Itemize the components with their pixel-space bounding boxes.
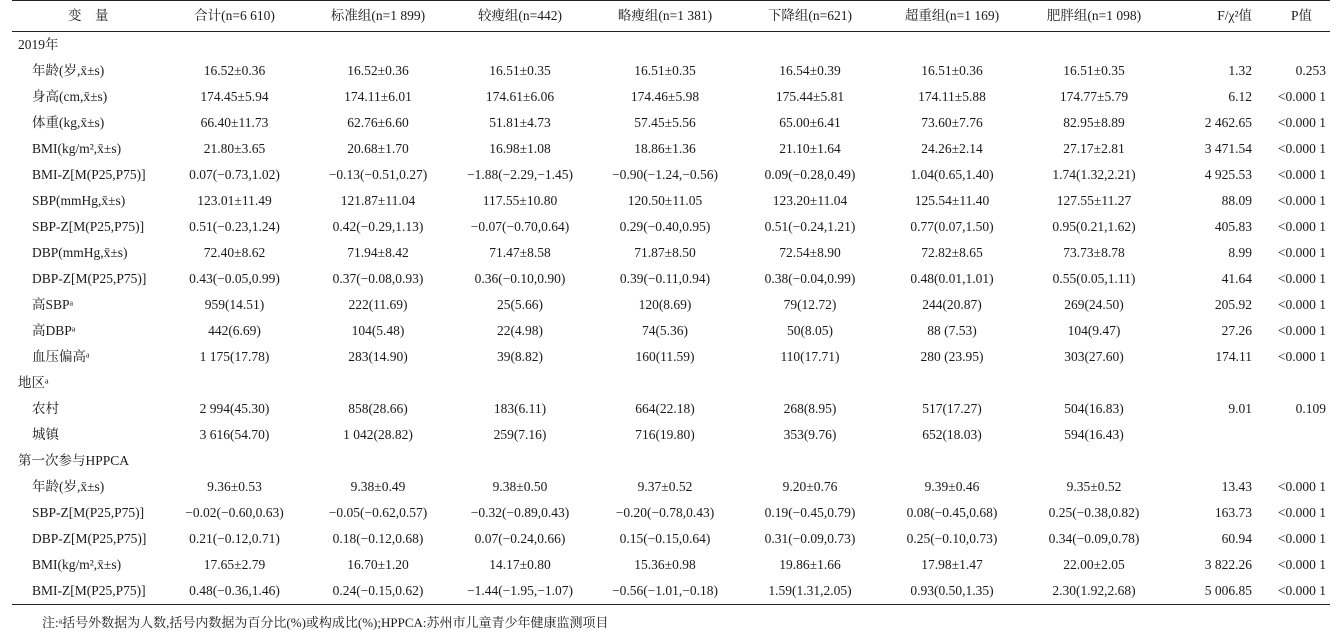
column-header: 标准组(n=1 899) bbox=[330, 8, 426, 23]
table-cell: 959(14.51) bbox=[204, 297, 265, 312]
table-cell: 16.70±1.20 bbox=[347, 557, 409, 572]
table-cell: 160(11.59) bbox=[635, 349, 695, 364]
table-cell: 3 822.26 bbox=[1204, 557, 1252, 572]
table-cell: 72.54±8.90 bbox=[779, 245, 841, 260]
table-cell: −0.90(−1.24,−0.56) bbox=[611, 167, 719, 182]
table-cell: 24.26±2.14 bbox=[921, 141, 983, 156]
row-label: BMI(kg/m²,x̄±s) bbox=[32, 557, 122, 572]
row-label: SBP(mmHg,x̄±s) bbox=[32, 193, 126, 208]
table-cell: 174.46±5.98 bbox=[630, 89, 700, 104]
table-cell: 2 994(45.30) bbox=[199, 401, 270, 416]
table-row bbox=[12, 188, 1330, 214]
table-cell: 20.68±1.70 bbox=[347, 141, 409, 156]
row-label: 年龄(岁,x̄±s) bbox=[32, 479, 105, 494]
table-cell: 1 175(17.78) bbox=[199, 349, 270, 364]
table-cell: 16.52±0.36 bbox=[203, 63, 266, 78]
table-cell: 175.44±5.81 bbox=[775, 89, 845, 104]
header-row bbox=[12, 1, 1330, 32]
section-row bbox=[12, 370, 1330, 396]
table-row bbox=[12, 266, 1330, 292]
table-cell: 9.38±0.49 bbox=[350, 479, 406, 494]
table-cell: 1.74(1.32,2.21) bbox=[1052, 167, 1136, 182]
table-cell: 117.55±10.80 bbox=[482, 193, 558, 208]
table-footnote: 注:ᵃ括号外数据为人数,括号内数据为百分比(%)或构成比(%);HPPCA:苏州市儿童青少年健康监测项目 bbox=[42, 615, 609, 630]
table-cell: 504(16.83) bbox=[1064, 401, 1124, 416]
table-cell: 0.48(0.01,1.01) bbox=[910, 271, 994, 286]
table-cell: 127.55±11.27 bbox=[1056, 193, 1132, 208]
row-label: 血压偏高ᵃ bbox=[32, 349, 90, 364]
table-cell: −1.44(−1.95,−1.07) bbox=[466, 583, 574, 598]
row-label: SBP-Z[M(P25,P75)] bbox=[32, 505, 145, 520]
table-cell: 0.109 bbox=[1295, 401, 1326, 416]
table-cell: 0.09(−0.28,0.49) bbox=[764, 167, 856, 182]
table-cell: 16.51±0.35 bbox=[489, 63, 551, 78]
table-cell: 88.09 bbox=[1221, 193, 1252, 208]
table-cell: 205.92 bbox=[1214, 297, 1252, 312]
row-label: 高DBPᵃ bbox=[32, 323, 76, 338]
table-cell: 0.08(−0.45,0.68) bbox=[906, 505, 998, 520]
table-cell: <0.000 1 bbox=[1277, 505, 1326, 520]
table-cell: 0.25(−0.10,0.73) bbox=[906, 531, 998, 546]
table-cell: 0.38(−0.04,0.99) bbox=[764, 271, 856, 286]
table-cell: 65.00±6.41 bbox=[779, 115, 841, 130]
table-cell: <0.000 1 bbox=[1277, 141, 1326, 156]
row-label: DBP(mmHg,x̄±s) bbox=[32, 245, 128, 260]
table-row bbox=[12, 578, 1330, 605]
table-cell: <0.000 1 bbox=[1277, 89, 1326, 104]
table-cell: −0.02(−0.60,0.63) bbox=[185, 505, 284, 520]
table-cell: 0.48(−0.36,1.46) bbox=[189, 583, 280, 598]
table-cell: 664(22.18) bbox=[635, 401, 695, 416]
table-cell: 0.07(−0.24,0.66) bbox=[474, 531, 566, 546]
table-cell: 51.81±4.73 bbox=[489, 115, 551, 130]
table-row bbox=[12, 162, 1330, 188]
table-cell: 0.37(−0.08,0.93) bbox=[332, 271, 424, 286]
table-cell: 1.59(1.31,2.05) bbox=[768, 583, 852, 598]
table-cell: 72.40±8.62 bbox=[203, 245, 266, 260]
table-cell: 268(8.95) bbox=[783, 401, 837, 416]
table-cell: 25(5.66) bbox=[496, 297, 544, 312]
table-cell: 74(5.36) bbox=[641, 323, 689, 338]
table-cell bbox=[1260, 422, 1330, 448]
table-cell: 5 006.85 bbox=[1204, 583, 1252, 598]
row-label: 年龄(岁,x̄±s) bbox=[32, 63, 105, 78]
row-label: BMI-Z[M(P25,P75)] bbox=[32, 583, 146, 598]
table-cell: 71.94±8.42 bbox=[347, 245, 409, 260]
table-cell: 0.51(−0.24,1.21) bbox=[764, 219, 856, 234]
table-cell: 163.73 bbox=[1214, 505, 1252, 520]
section-label: 地区ᵃ bbox=[18, 375, 49, 390]
row-label: DBP-Z[M(P25,P75)] bbox=[32, 271, 147, 286]
table-cell: 0.29(−0.40,0.95) bbox=[619, 219, 711, 234]
table-cell: <0.000 1 bbox=[1277, 245, 1326, 260]
table-cell: 0.43(−0.05,0.99) bbox=[189, 271, 280, 286]
table-cell: 405.83 bbox=[1214, 219, 1252, 234]
table-cell: <0.000 1 bbox=[1277, 349, 1326, 364]
table-cell: 9.37±0.52 bbox=[637, 479, 693, 494]
table-cell: 21.10±1.64 bbox=[779, 141, 841, 156]
table-cell: 0.95(0.21,1.62) bbox=[1052, 219, 1136, 234]
table-cell: 2 462.65 bbox=[1204, 115, 1252, 130]
table-cell: 120(8.69) bbox=[638, 297, 692, 312]
table-cell: 18.86±1.36 bbox=[634, 141, 696, 156]
table-cell: 9.38±0.50 bbox=[492, 479, 548, 494]
table-cell: 9.35±0.52 bbox=[1066, 479, 1122, 494]
table-cell: 594(16.43) bbox=[1064, 427, 1124, 442]
table-cell: 16.51±0.35 bbox=[634, 63, 696, 78]
table-cell: 17.98±1.47 bbox=[921, 557, 983, 572]
table-cell: 60.94 bbox=[1221, 531, 1252, 546]
table-cell: 71.87±8.50 bbox=[634, 245, 696, 260]
table-cell: 0.55(0.05,1.11) bbox=[1052, 271, 1136, 286]
table-cell: 283(14.90) bbox=[348, 349, 408, 364]
table-cell: 0.93(0.50,1.35) bbox=[910, 583, 994, 598]
table-cell: 16.51±0.36 bbox=[921, 63, 983, 78]
table-cell: 0.24(−0.15,0.62) bbox=[332, 583, 424, 598]
table-cell: 0.07(−0.73,1.02) bbox=[189, 167, 280, 182]
table-row bbox=[12, 292, 1330, 318]
table-cell: 0.51(−0.23,1.24) bbox=[189, 219, 280, 234]
table-row bbox=[12, 526, 1330, 552]
table-cell: <0.000 1 bbox=[1277, 531, 1326, 546]
table-cell: 858(28.66) bbox=[348, 401, 408, 416]
table-cell: 21.80±3.65 bbox=[203, 141, 266, 156]
table-cell: 0.18(−0.12,0.68) bbox=[332, 531, 424, 546]
table-container bbox=[12, 0, 1330, 605]
table-cell: 0.77(0.07,1.50) bbox=[910, 219, 994, 234]
table-row bbox=[12, 240, 1330, 266]
table-row bbox=[12, 344, 1330, 370]
data-table bbox=[12, 0, 1330, 605]
table-cell: 79(12.72) bbox=[783, 297, 837, 312]
table-cell: 39(8.82) bbox=[496, 349, 544, 364]
table-cell: 123.20±11.04 bbox=[772, 193, 848, 208]
table-cell: 0.39(−0.11,0.94) bbox=[619, 271, 711, 286]
row-label: 身高(cm,x̄±s) bbox=[32, 89, 108, 104]
table-cell: 0.34(−0.09,0.78) bbox=[1048, 531, 1140, 546]
section-label: 2019年 bbox=[18, 37, 59, 52]
table-cell: 27.26 bbox=[1221, 323, 1252, 338]
column-header: 合计(n=6 610) bbox=[194, 8, 275, 23]
table-cell: 19.86±1.66 bbox=[779, 557, 841, 572]
table-cell: 17.65±2.79 bbox=[203, 557, 266, 572]
table-row bbox=[12, 552, 1330, 578]
table-cell: 3 471.54 bbox=[1204, 141, 1252, 156]
table-row bbox=[12, 84, 1330, 110]
row-label: BMI-Z[M(P25,P75)] bbox=[32, 167, 146, 182]
table-cell: 41.64 bbox=[1221, 271, 1252, 286]
table-cell: <0.000 1 bbox=[1277, 297, 1326, 312]
table-cell: −1.88(−2.29,−1.45) bbox=[466, 167, 574, 182]
row-label: 农村 bbox=[32, 401, 59, 416]
table-cell: <0.000 1 bbox=[1277, 479, 1326, 494]
table-cell: 0.21(−0.12,0.71) bbox=[189, 531, 280, 546]
table-cell: 27.17±2.81 bbox=[1063, 141, 1125, 156]
table-cell: −0.20(−0.78,0.43) bbox=[615, 505, 715, 520]
table-cell: 16.51±0.35 bbox=[1063, 63, 1125, 78]
table-cell: <0.000 1 bbox=[1277, 219, 1326, 234]
table-row bbox=[12, 214, 1330, 240]
table-cell: 16.98±1.08 bbox=[489, 141, 551, 156]
row-label: DBP-Z[M(P25,P75)] bbox=[32, 531, 147, 546]
table-cell: <0.000 1 bbox=[1277, 167, 1326, 182]
section-row bbox=[12, 448, 1330, 474]
table-row bbox=[12, 318, 1330, 344]
table-cell: 1.32 bbox=[1228, 63, 1252, 78]
table-cell: 183(6.11) bbox=[493, 401, 547, 416]
table-cell: <0.000 1 bbox=[1277, 583, 1326, 598]
table-cell: <0.000 1 bbox=[1277, 193, 1326, 208]
table-cell: 269(24.50) bbox=[1064, 297, 1124, 312]
table-cell: 6.12 bbox=[1228, 89, 1252, 104]
table-cell: −0.32(−0.89,0.43) bbox=[470, 505, 570, 520]
table-cell: 0.15(−0.15,0.64) bbox=[619, 531, 711, 546]
table-cell: 9.39±0.46 bbox=[924, 479, 980, 494]
table-cell: 120.50±11.05 bbox=[627, 193, 703, 208]
table-cell: 88 (7.53) bbox=[927, 323, 977, 338]
table-cell: −0.07(−0.70,0.64) bbox=[470, 219, 570, 234]
table-cell: 0.25(−0.38,0.82) bbox=[1048, 505, 1140, 520]
table-cell: 16.54±0.39 bbox=[779, 63, 841, 78]
table-cell: 1 042(28.82) bbox=[343, 427, 413, 442]
row-label: 高SBPᵃ bbox=[32, 297, 74, 312]
table-cell: 62.76±6.60 bbox=[347, 115, 409, 130]
table-cell: 123.01±11.49 bbox=[197, 193, 272, 208]
table-cell: 1.04(0.65,1.40) bbox=[910, 167, 994, 182]
table-cell: <0.000 1 bbox=[1277, 557, 1326, 572]
table-cell: 73.73±8.78 bbox=[1063, 245, 1125, 260]
table-cell: 174.61±6.06 bbox=[485, 89, 555, 104]
column-header: 变 量 bbox=[68, 8, 109, 23]
table-cell: 72.82±8.65 bbox=[921, 245, 983, 260]
table-cell: 0.31(−0.09,0.73) bbox=[764, 531, 856, 546]
table-cell: 652(18.03) bbox=[922, 427, 982, 442]
table-row bbox=[12, 110, 1330, 136]
column-header: P值 bbox=[1290, 8, 1312, 23]
table-cell: 50(8.05) bbox=[786, 323, 834, 338]
table-cell: 15.36±0.98 bbox=[634, 557, 696, 572]
row-label: 体重(kg,x̄±s) bbox=[32, 115, 105, 130]
row-label: SBP-Z[M(P25,P75)] bbox=[32, 219, 145, 234]
table-cell: 174.11 bbox=[1215, 349, 1252, 364]
table-cell: <0.000 1 bbox=[1277, 115, 1326, 130]
table-cell: 174.77±5.79 bbox=[1059, 89, 1129, 104]
table-cell: 174.11±6.01 bbox=[344, 89, 412, 104]
table-row bbox=[12, 500, 1330, 526]
table-row bbox=[12, 396, 1330, 422]
section-row bbox=[12, 32, 1330, 59]
section-label: 第一次参与HPPCA bbox=[18, 453, 130, 468]
column-header: F/χ²值 bbox=[1217, 8, 1252, 23]
table-cell: 104(5.48) bbox=[351, 323, 405, 338]
table-cell: <0.000 1 bbox=[1277, 323, 1326, 338]
table-cell: <0.000 1 bbox=[1277, 271, 1326, 286]
table-cell: 121.87±11.04 bbox=[340, 193, 416, 208]
table-cell: 8.99 bbox=[1228, 245, 1252, 260]
table-cell: −0.56(−1.01,−0.18) bbox=[611, 583, 719, 598]
column-header: 肥胖组(n=1 098) bbox=[1046, 8, 1142, 23]
table-cell: 280 (23.95) bbox=[920, 349, 984, 364]
table-cell: 82.95±8.89 bbox=[1063, 115, 1125, 130]
column-header: 超重组(n=1 169) bbox=[904, 8, 1000, 23]
table-cell: 0.19(−0.45,0.79) bbox=[764, 505, 856, 520]
table-cell: 73.60±7.76 bbox=[921, 115, 983, 130]
table-cell: 57.45±5.56 bbox=[634, 115, 696, 130]
table-cell: 716(19.80) bbox=[635, 427, 695, 442]
table-row bbox=[12, 58, 1330, 84]
table-cell: 3 616(54.70) bbox=[199, 427, 270, 442]
table-cell: 9.01 bbox=[1228, 401, 1252, 416]
column-header: 略瘦组(n=1 381) bbox=[617, 8, 713, 23]
table-cell: 110(17.71) bbox=[780, 349, 840, 364]
table-cell: 2.30(1.92,2.68) bbox=[1052, 583, 1136, 598]
table-cell: 222(11.69) bbox=[348, 297, 408, 312]
table-cell bbox=[1165, 422, 1260, 448]
row-label: 城镇 bbox=[32, 427, 59, 442]
table-row bbox=[12, 474, 1330, 500]
table-cell: 14.17±0.80 bbox=[489, 557, 551, 572]
column-header: 下降组(n=621) bbox=[767, 8, 853, 23]
table-cell: 9.20±0.76 bbox=[782, 479, 838, 494]
table-cell: 13.43 bbox=[1221, 479, 1252, 494]
table-cell: 517(17.27) bbox=[922, 401, 982, 416]
table-cell: 0.42(−0.29,1.13) bbox=[332, 219, 424, 234]
table-cell: 66.40±11.73 bbox=[200, 115, 269, 130]
table-cell: 259(7.16) bbox=[493, 427, 547, 442]
table-cell: 0.253 bbox=[1295, 63, 1326, 78]
table-cell: 174.45±5.94 bbox=[200, 89, 269, 104]
table-cell: 71.47±8.58 bbox=[489, 245, 551, 260]
table-body bbox=[12, 32, 1330, 605]
table-cell: 4 925.53 bbox=[1204, 167, 1252, 182]
table-cell: 16.52±0.36 bbox=[347, 63, 409, 78]
table-cell: −0.13(−0.51,0.27) bbox=[328, 167, 428, 182]
table-cell: 104(9.47) bbox=[1067, 323, 1121, 338]
table-cell: 125.54±11.40 bbox=[914, 193, 990, 208]
table-cell: 22(4.98) bbox=[496, 323, 544, 338]
column-header: 较瘦组(n=442) bbox=[477, 8, 563, 23]
table-cell: 303(27.60) bbox=[1064, 349, 1124, 364]
table-row bbox=[12, 422, 1330, 448]
table-cell: 244(20.87) bbox=[922, 297, 982, 312]
table-cell: 442(6.69) bbox=[208, 323, 261, 338]
table-cell: −0.05(−0.62,0.57) bbox=[328, 505, 428, 520]
table-cell: 9.36±0.53 bbox=[207, 479, 262, 494]
table-cell: 22.00±2.05 bbox=[1063, 557, 1125, 572]
table-cell: 0.36(−0.10,0.90) bbox=[474, 271, 566, 286]
table-cell: 174.11±5.88 bbox=[918, 89, 986, 104]
table-header bbox=[12, 1, 1330, 32]
table-cell: 353(9.76) bbox=[783, 427, 837, 442]
row-label: BMI(kg/m²,x̄±s) bbox=[32, 141, 122, 156]
table-row bbox=[12, 136, 1330, 162]
